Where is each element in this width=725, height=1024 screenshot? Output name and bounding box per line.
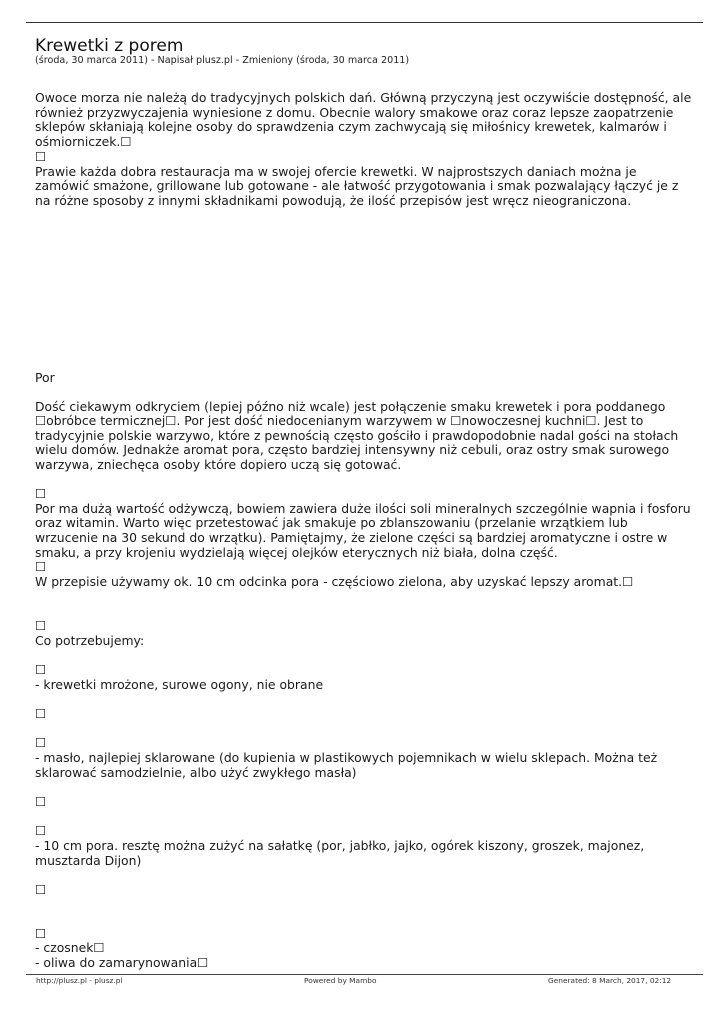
header-rule (26, 22, 703, 23)
placeholder-glyph: ☐ (35, 149, 47, 164)
body-line: ☐obróbce termicznej☐. Por jest dość niedocenianym warzywem w ☐nowoczesnej kuchni☐. Jest to (35, 413, 644, 428)
body-line: W przepisie używamy ok. 10 cm odcinka pora - częściowo zielona, aby uzyskać lepszy aromat.☐ (35, 574, 634, 589)
article-meta: (środa, 30 marca 2011) - Napisał plusz.pl - Zmieniony (środa, 30 marca 2011) (35, 55, 410, 66)
body-line: smaku, a przy krojeniu wydzielają więcej olejków eterycznych niż biała, dolna część. (35, 545, 558, 560)
placeholder-glyph: ☐ (35, 882, 47, 897)
body-line: tradycyjnie polskie warzywo, które z pewnością często gościło i prawdopodobnie nadal gości na stołach (35, 428, 679, 443)
placeholder-glyph: ☐ (35, 926, 47, 941)
body-line: wielu domów. Jednakże aromat pora, często bardziej intensywny niż cebuli, oraz ostry smak surowego (35, 442, 670, 457)
body-line: na różne sposoby z innymi składnikami powodują, że ilość przepisów jest wręcz nieograniczona. (35, 193, 632, 208)
placeholder-glyph: ☐ (35, 618, 47, 633)
ingredient-item: - 10 cm pora. resztę można zużyć na sałatkę (por, jabłko, jajko, ogórek kiszony, groszek, majonez, (35, 838, 645, 853)
body-line: Prawie każda dobra restauracja ma w swojej ofercie krewetki. W najprostszych daniach można je (35, 164, 637, 179)
body-line: ośmiorniczek.☐ (35, 134, 132, 149)
footer-powered-by: Powered by Mambo (304, 976, 377, 985)
ingredient-item: - krewetki mrożone, surowe ogony, nie obrane (35, 677, 324, 692)
placeholder-glyph: ☐ (35, 662, 47, 677)
placeholder-glyph: ☐ (35, 794, 47, 809)
ingredient-item-cont: sklarować samodzielnie, albo użyć zwykłego masła) (35, 765, 357, 780)
ingredient-item: - oliwa do zamarynowania☐ (35, 955, 209, 970)
placeholder-glyph: ☐ (35, 735, 47, 750)
placeholder-glyph: ☐ (35, 486, 47, 501)
ingredients-heading: Co potrzebujemy: (35, 633, 145, 648)
body-line: sklepów skłaniają kolejne osoby do sprawdzenia czym zachwycają się miłośnicy krewetek, kalmarów i (35, 119, 667, 134)
body-line: zamówić smażone, grillowane lub gotowane - ale łatwość przygotowania i smak pozwalający łączyć je z (35, 178, 679, 193)
body-line: Por ma dużą wartość odżywczą, bowiem zawiera duże ilości soli mineralnych szczególnie wapnia i fosforu (35, 501, 691, 516)
footer-generated: Generated: 8 March, 2017, 02:12 (548, 976, 672, 985)
body-line: Dość ciekawym odkryciem (lepiej późno niż wcale) jest połączenie smaku krewetek i pora poddanego (35, 399, 666, 414)
body-line: również przyzwyczajenia wyniesione z domu. Obecnie walory smakowe oraz coraz lepsze zaopatrzenie (35, 105, 674, 120)
page-title: Krewetki z porem (35, 36, 184, 56)
section-heading: Por (35, 370, 55, 385)
ingredient-item: - czosnek☐ (35, 940, 105, 955)
placeholder-glyph: ☐ (35, 559, 47, 574)
placeholder-glyph: ☐ (35, 823, 47, 838)
body-line: oraz witamin. Warto więc przetestować jak smakuje po zblanszowaniu (przelanie wrzątkiem lub (35, 515, 628, 530)
ingredient-item-cont: musztarda Dijon) (35, 853, 142, 868)
footer-rule (26, 974, 703, 975)
footer-site-link[interactable]: http://plusz.pl - plusz.pl (36, 976, 123, 985)
body-line: Owoce morza nie należą do tradycyjnych polskich dań. Główną przyczyną jest oczywiście dostępność, ale (35, 90, 692, 105)
ingredient-item: - masło, najlepiej sklarowane (do kupienia w plastikowych pojemnikach w wielu sklepach. Można też (35, 750, 658, 765)
placeholder-glyph: ☐ (35, 706, 47, 721)
body-line: wrzucenie na 30 sekund do wrzątku). Pamiętajmy, że zielone części są bardziej aromatyczne i ostre w (35, 530, 668, 545)
body-line: warzywa, zniechęca osoby które dopiero uczą się gotować. (35, 457, 402, 472)
